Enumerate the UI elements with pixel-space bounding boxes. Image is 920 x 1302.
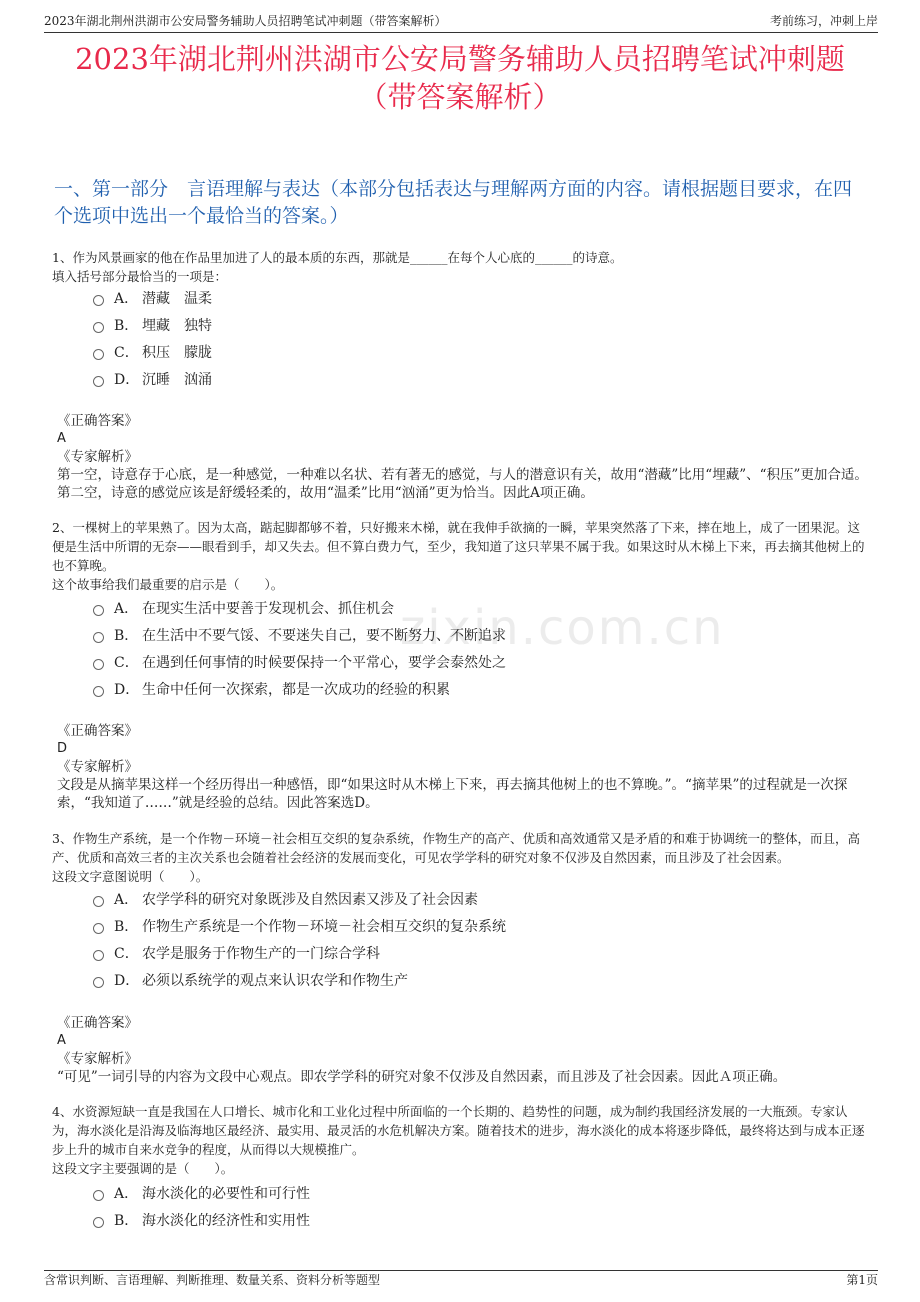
question-prompt-text: 填入括号部分最恰当的一项是： xyxy=(52,269,228,284)
option-text: 生命中任何一次探索，都是一次成功的经验的积累 xyxy=(142,681,450,698)
radio-icon[interactable] xyxy=(93,376,104,387)
question-1-answer-block xyxy=(55,412,873,502)
analysis-text: “可见”一词引导的内容为文段中心观点。即农学学科的研究对象不仅涉及自然因素，而且涉及了社会因素。因此Ａ项正确。 xyxy=(57,1069,787,1085)
question-3-stem xyxy=(52,829,870,886)
option-c[interactable] xyxy=(93,339,853,366)
question-stem-text: 4、水资源短缺一直是我国在人口增长、城市化和工业化过程中所面临的一个长期的、趋势性的问题，成为制约我国经济发展的一大瓶颈。专家认为，海水淡化是沿海及临海地区最经济、最实用、最灵活的水危机解决方案。随着技术的进步，海水淡化的成本将逐步降低，最终将达到与成本正逐步上升的城市自来水竞争的程度，从而得以大规模推广。 xyxy=(52,1104,865,1157)
analysis-label: 《专家解析》 xyxy=(57,1051,138,1067)
option-text: 埋藏 独特 xyxy=(142,317,212,334)
watermark: zixin.com.cn xyxy=(400,600,725,656)
radio-icon[interactable] xyxy=(93,896,104,907)
answer-label: 《正确答案》 xyxy=(57,413,138,429)
radio-icon[interactable] xyxy=(93,950,104,961)
option-text: 海水淡化的必要性和可行性 xyxy=(142,1185,310,1202)
option-text: 农学是服务于作物生产的一门综合学科 xyxy=(142,945,380,962)
radio-icon[interactable] xyxy=(93,322,104,333)
option-letter: A． xyxy=(114,891,139,908)
option-c[interactable] xyxy=(93,940,853,967)
radio-icon[interactable] xyxy=(93,1190,104,1201)
option-letter: A． xyxy=(114,290,139,307)
question-2-answer-block xyxy=(55,722,873,812)
header-doc-title: 2023年湖北荆州洪湖市公安局警务辅助人员招聘笔试冲刺题（带答案解析） xyxy=(44,14,447,28)
analysis-text: 文段是从摘苹果这样一个经历得出一种感悟，即“如果这时从木梯上下来，再去摘其他树上的也不算晚。”。“摘苹果”的过程就是一次探索，“我知道了……”就是经验的总结。因此答案选D。 xyxy=(57,777,848,811)
option-text: 在生活中不要气馁、不要迷失自己，要不断努力、不断追求 xyxy=(142,627,506,644)
option-a[interactable] xyxy=(93,1180,853,1207)
question-stem-text: 3、作物生产系统，是一个作物－环境－社会相互交织的复杂系统，作物生产的高产、优质和高效通常又是矛盾的和难于协调统一的整体，而且，高产、优质和高效三者的主次关系也会随着社会经济的发展而变化，可见农学学科的研究对象不仅涉及自然因素，而且涉及了社会因素。 xyxy=(52,831,860,865)
option-letter: C． xyxy=(114,654,139,671)
question-prompt-text: 这段文字意图说明（ ）。 xyxy=(52,869,209,884)
option-letter: B． xyxy=(114,918,139,935)
question-2-options xyxy=(93,595,853,703)
question-prompt-text: 这段文字主要强调的是（ ）。 xyxy=(52,1161,234,1176)
option-letter: A． xyxy=(114,600,139,617)
answer-value: A xyxy=(57,1033,66,1048)
document-title xyxy=(0,40,920,116)
question-4-stem xyxy=(52,1102,870,1178)
question-1-options xyxy=(93,285,853,393)
option-text: 农学学科的研究对象既涉及自然因素又涉及了社会因素 xyxy=(142,891,478,908)
section-heading: 一、第一部分 言语理解与表达（本部分包括表达与理解两方面的内容。请根据题目要求，在四个选项中选出一个最恰当的答案。） xyxy=(54,178,853,227)
question-prompt-text: 这个故事给我们最重要的启示是（ ）。 xyxy=(52,577,284,592)
option-text: 海水淡化的经济性和实用性 xyxy=(142,1212,310,1229)
question-1-stem xyxy=(52,248,870,286)
option-b[interactable] xyxy=(93,622,853,649)
radio-icon[interactable] xyxy=(93,977,104,988)
option-d[interactable] xyxy=(93,967,853,994)
page-footer xyxy=(44,1270,878,1289)
title-line-1: 2023年湖北荆州洪湖市公安局警务辅助人员招聘笔试冲刺题 xyxy=(75,42,845,76)
option-b[interactable] xyxy=(93,312,853,339)
answer-label: 《正确答案》 xyxy=(57,1015,138,1031)
answer-value: D xyxy=(57,741,68,756)
analysis-text: 第一空，诗意存于心底，是一种感觉，一种难以名状、若有著无的感觉，与人的潜意识有关，故用“潜藏”比用“埋藏”、“积压”更加合适。第二空，诗意的感觉应该是舒缓轻柔的，故用“温柔”比用“汹涌”更为恰当。因此A项正确。 xyxy=(57,467,868,501)
footer-topics: 含常识判断、言语理解、判断推理、数量关系、资料分析等题型 xyxy=(44,1273,381,1287)
option-d[interactable] xyxy=(93,366,853,393)
option-text: 潜藏 温柔 xyxy=(142,290,212,307)
header-slogan: 考前练习，冲刺上岸 xyxy=(769,14,878,28)
answer-label: 《正确答案》 xyxy=(57,723,138,739)
option-letter: B． xyxy=(114,627,139,644)
option-letter: C． xyxy=(114,344,139,361)
option-letter: D． xyxy=(114,371,140,388)
option-d[interactable] xyxy=(93,676,853,703)
option-letter: B． xyxy=(114,1212,139,1229)
option-text: 必须以系统学的观点来认识农学和作物生产 xyxy=(142,972,408,989)
question-stem-text: 1、作为风景画家的他在作品里加进了人的最本质的东西，那就是______在每个人心底的______的诗意。 xyxy=(52,250,623,265)
question-stem-text: 2、一棵树上的苹果熟了。因为太高，踮起脚都够不着，只好搬来木梯，就在我伸手欲摘的一瞬，苹果突然落了下来，摔在地上，成了一团果泥。这便是生活中所谓的无奈——眼看到手，却又失去。但不算白费力气，至少，我知道了这只苹果不属于我。如果这时从木梯上下来，再去摘其他树上的也不算晚。 xyxy=(52,520,865,573)
radio-icon[interactable] xyxy=(93,295,104,306)
radio-icon[interactable] xyxy=(93,659,104,670)
radio-icon[interactable] xyxy=(93,349,104,360)
option-letter: D． xyxy=(114,681,140,698)
radio-icon[interactable] xyxy=(93,686,104,697)
option-text: 作物生产系统是一个作物－环境－社会相互交织的复杂系统 xyxy=(142,918,506,935)
analysis-label: 《专家解析》 xyxy=(57,759,138,775)
option-b[interactable] xyxy=(93,913,853,940)
answer-value: A xyxy=(57,431,66,446)
option-text: 积压 朦胧 xyxy=(142,344,212,361)
option-a[interactable] xyxy=(93,595,853,622)
option-text: 在遇到任何事情的时候要保持一个平常心，要学会泰然处之 xyxy=(142,654,506,671)
title-line-2: （带答案解析） xyxy=(358,80,562,114)
option-letter: A． xyxy=(114,1185,139,1202)
option-text: 沉睡 汹涌 xyxy=(142,371,212,388)
question-2-stem xyxy=(52,518,870,594)
option-a[interactable] xyxy=(93,285,853,312)
option-letter: D． xyxy=(114,972,140,989)
option-letter: C． xyxy=(114,945,139,962)
question-3-options xyxy=(93,886,853,994)
question-3-answer-block xyxy=(55,1014,873,1086)
option-b[interactable] xyxy=(93,1207,853,1234)
radio-icon[interactable] xyxy=(93,605,104,616)
option-a[interactable] xyxy=(93,886,853,913)
page-number: 第1页 xyxy=(846,1273,878,1287)
question-4-options xyxy=(93,1180,853,1234)
option-letter: B． xyxy=(114,317,139,334)
analysis-label: 《专家解析》 xyxy=(57,449,138,465)
radio-icon[interactable] xyxy=(93,923,104,934)
page-header xyxy=(44,12,878,33)
radio-icon[interactable] xyxy=(93,1217,104,1228)
option-text: 在现实生活中要善于发现机会、抓住机会 xyxy=(142,600,394,617)
radio-icon[interactable] xyxy=(93,632,104,643)
option-c[interactable] xyxy=(93,649,853,676)
